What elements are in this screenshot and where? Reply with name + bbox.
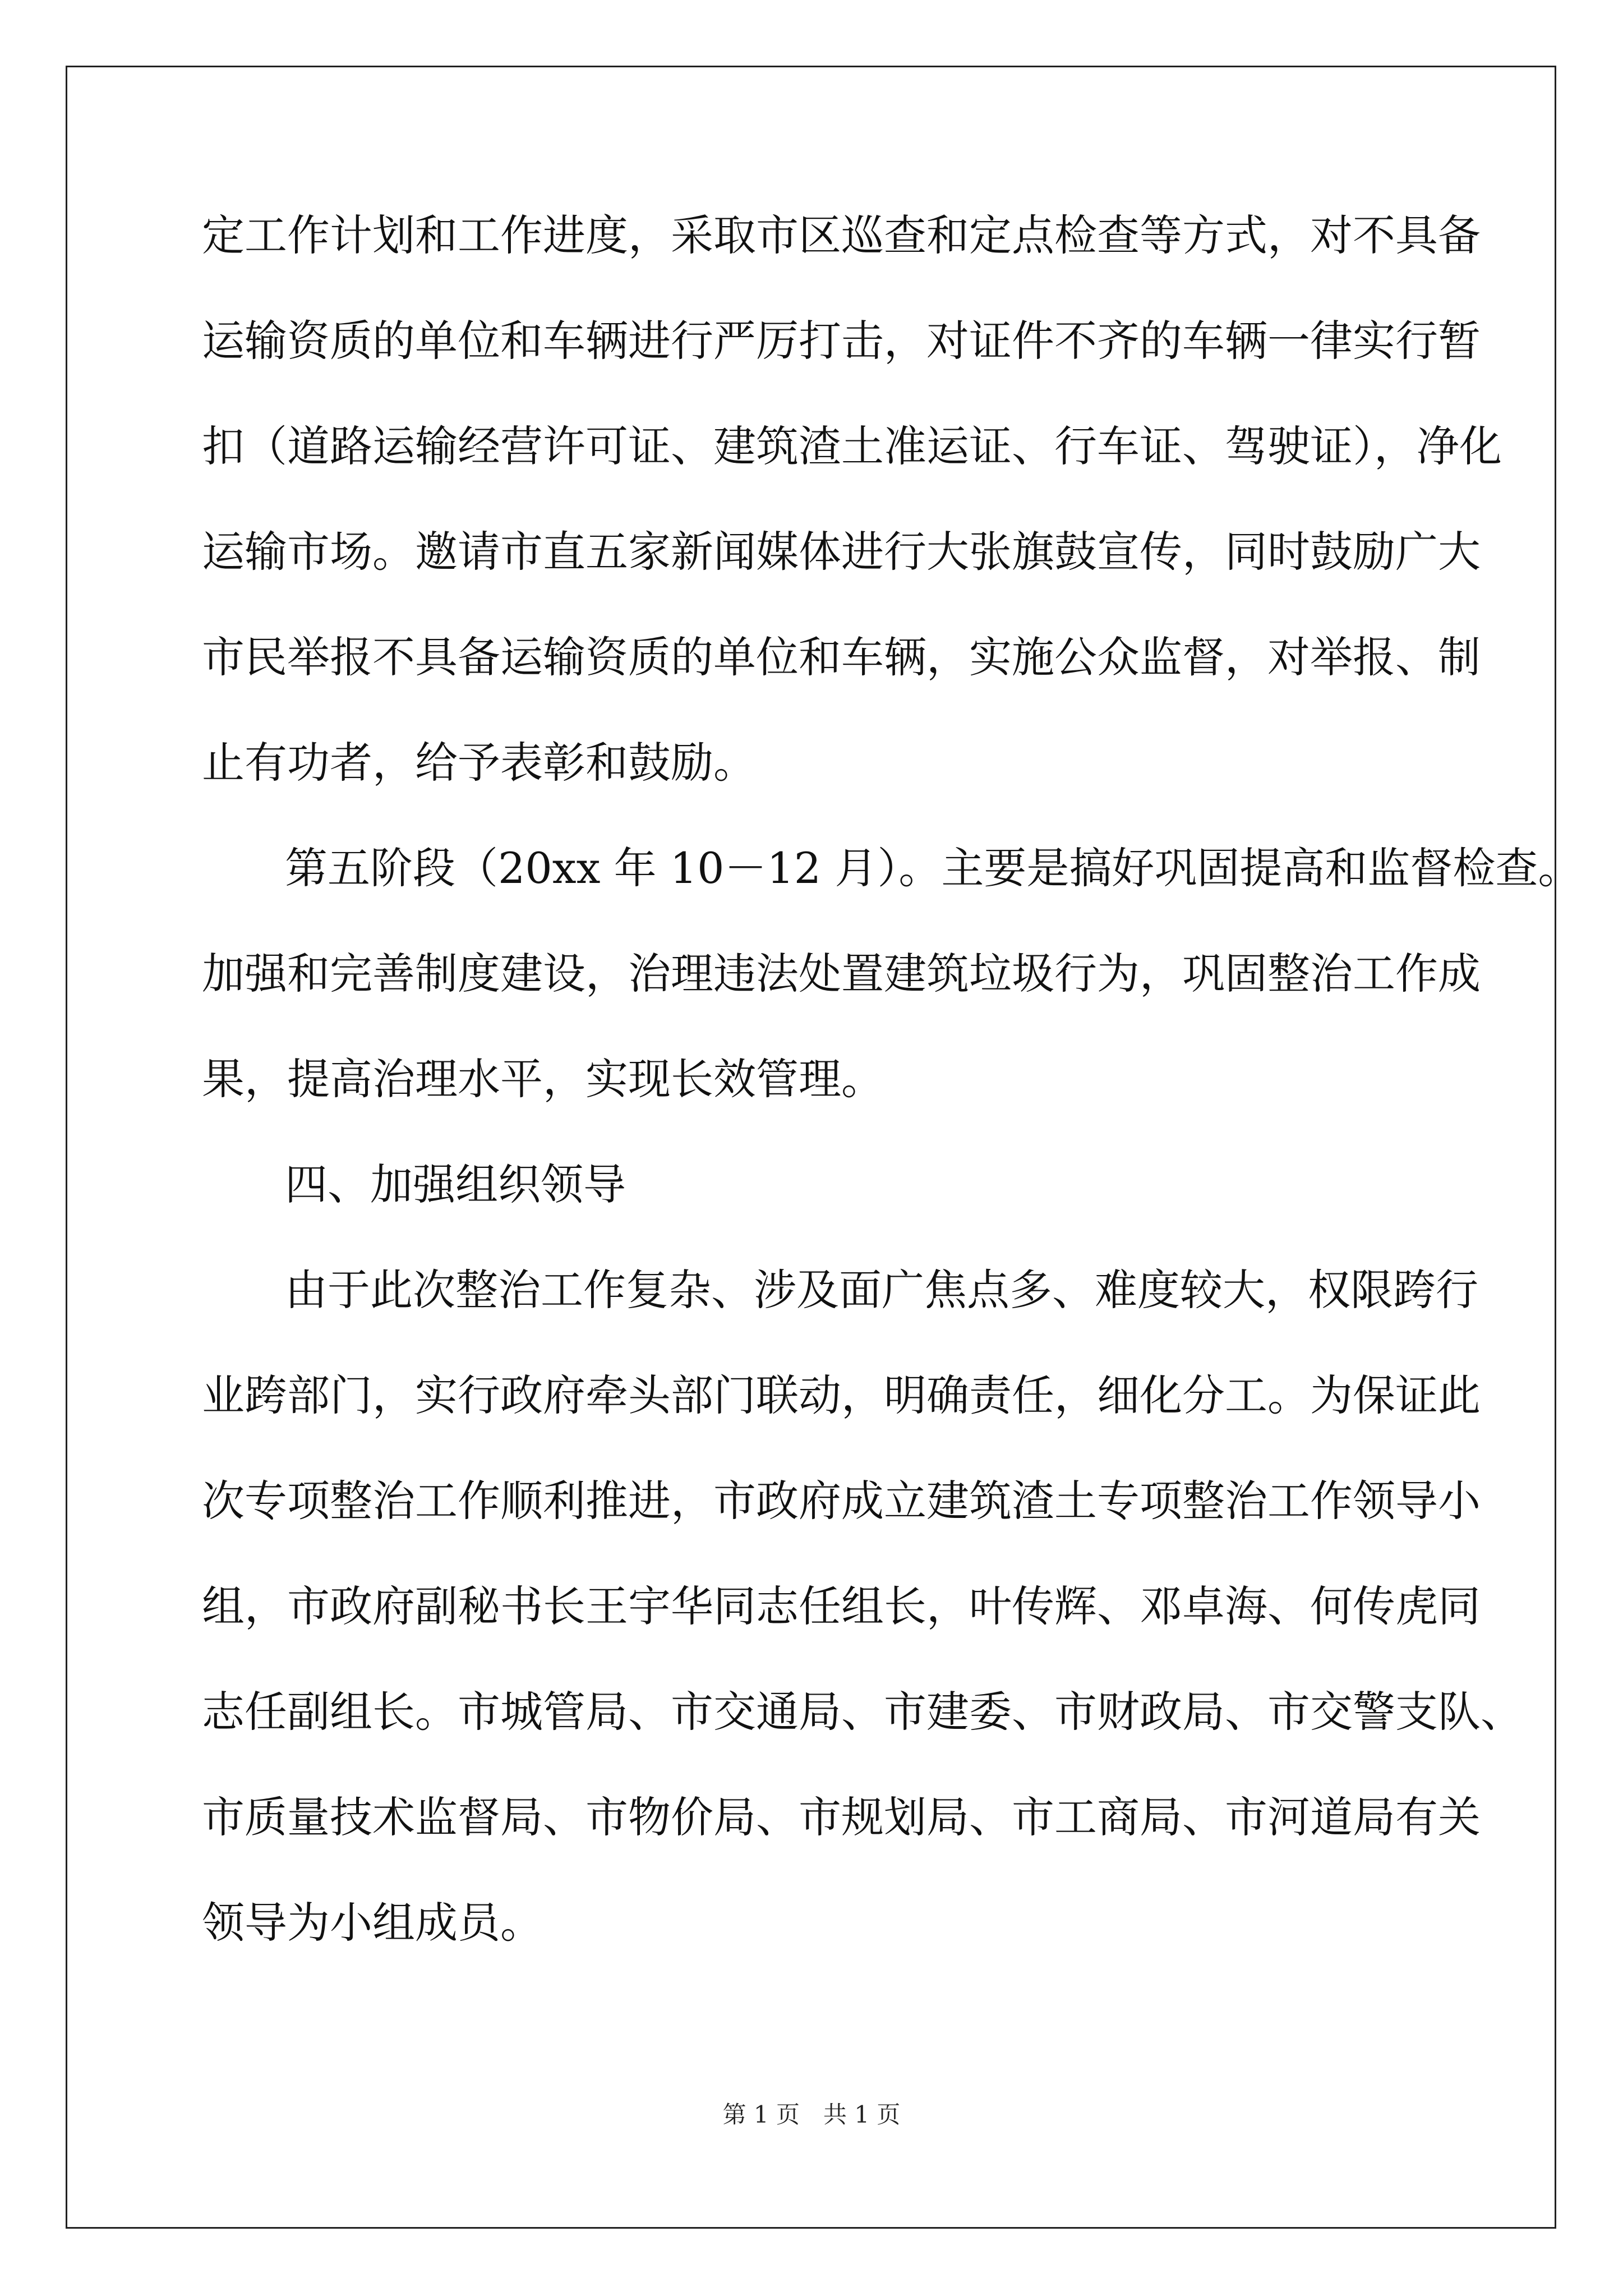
text-line-6: 止有功者，给予表彰和鼓励。 bbox=[202, 738, 756, 788]
text-line-13: 次专项整治工作顺利推进，市政府成立建筑渣土专项整治工作领导小 bbox=[202, 1476, 1481, 1526]
text-line-16: 市质量技术监督局、市物价局、市规划局、市工商局、市河道局有关 bbox=[202, 1792, 1481, 1842]
paragraph-leadership-first-line: 由于此次整治工作复杂、涉及面广焦点多、难度较大，权限跨行 bbox=[285, 1265, 1478, 1315]
text-line-2: 运输资质的单位和车辆进行严厉打击，对证件不齐的车辆一律实行暂 bbox=[202, 316, 1481, 366]
text-line-17: 领导为小组成员。 bbox=[202, 1898, 543, 1948]
paragraph-stage-five-first-line: 第五阶段（20xx 年 10－12 月）。主要是搞好巩固提高和监督检查。 bbox=[285, 843, 1581, 893]
text-line-9: 果，提高治理水平，实现长效管理。 bbox=[202, 1054, 884, 1104]
text-line-12: 业跨部门，实行政府牵头部门联动，明确责任，细化分工。为保证此 bbox=[202, 1370, 1481, 1420]
text-line-14: 组，市政府副秘书长王宇华同志任组长，叶传辉、邓卓海、何传虎同 bbox=[202, 1581, 1481, 1631]
section-heading: 四、加强组织领导 bbox=[285, 1159, 626, 1209]
page-number-footer: 第 1 页 共 1 页 bbox=[722, 2101, 901, 2128]
text-line-4: 运输市场。邀请市直五家新闻媒体进行大张旗鼓宣传，同时鼓励广大 bbox=[202, 527, 1481, 577]
text-line-1: 定工作计划和工作进度，采取市区巡查和定点检查等方式，对不具备 bbox=[202, 210, 1481, 260]
text-line-3: 扣（道路运输经营许可证、建筑渣土准运证、行车证、驾驶证），净化 bbox=[202, 421, 1502, 471]
text-line-15: 志任副组长。市城管局、市交通局、市建委、市财政局、市交警支队、 bbox=[202, 1687, 1523, 1737]
text-line-5: 市民举报不具备运输资质的单位和车辆，实施公众监督，对举报、制 bbox=[202, 632, 1481, 682]
text-line-8: 加强和完善制度建设，治理违法处置建筑垃圾行为，巩固整治工作成 bbox=[202, 949, 1481, 999]
